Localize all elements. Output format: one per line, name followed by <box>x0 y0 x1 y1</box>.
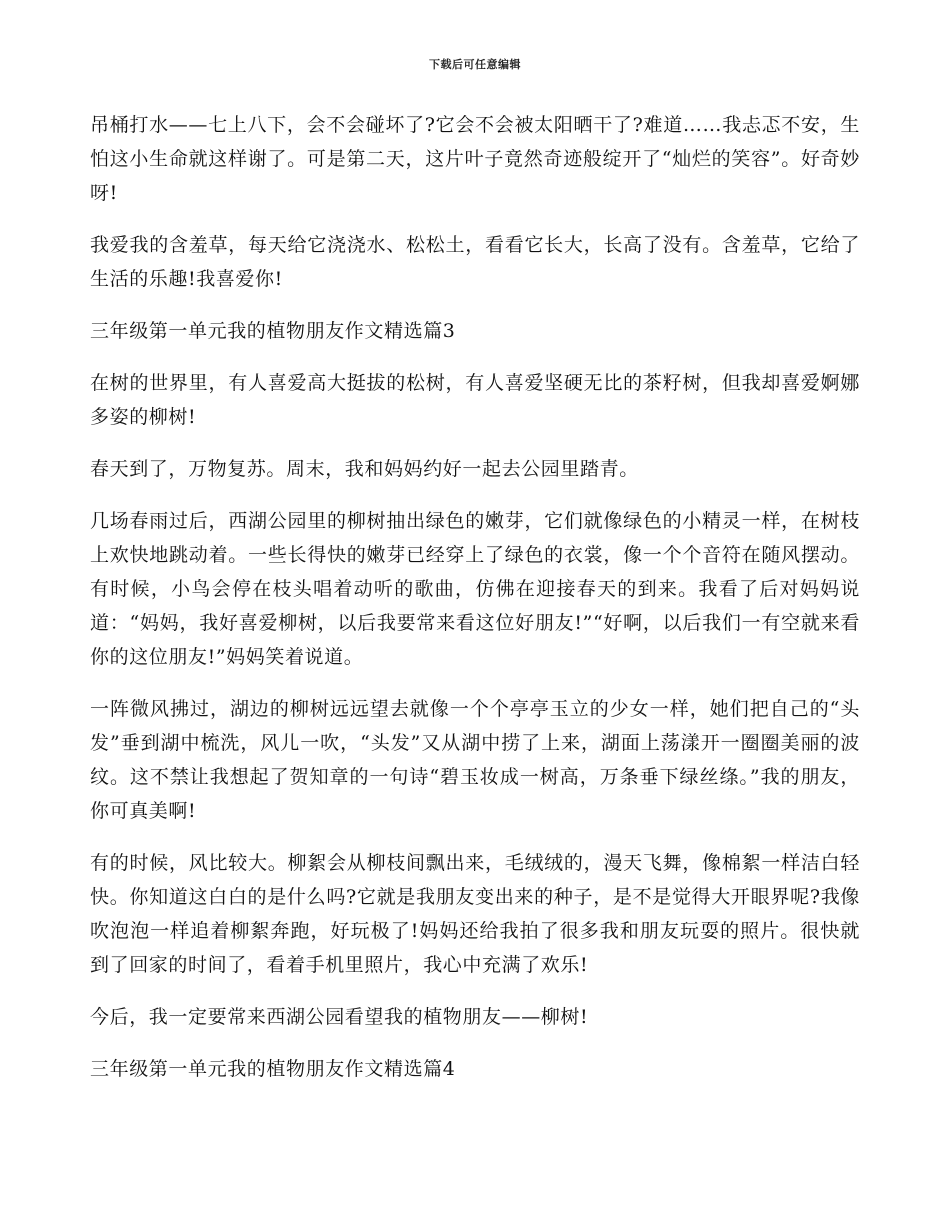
paragraph-3: 在树的世界里，有人喜爱高大挺拔的松树，有人喜爱坚硬无比的茶籽树，但我却喜爱婀娜多姿的柳树! <box>90 372 860 428</box>
paragraph-6: 一阵微风拂过，湖边的柳树远远望去就像一个个亭亭玉立的少女一样，她们把自己的“头发”垂到湖中梳洗，风儿一吹，“头发”又从湖中捞了上来，湖面上荡漾开一圈圈美丽的波纹。这不禁让我想起了贺知章的一句诗“碧玉妆成一树高，万条垂下绿丝绦。”我的朋友，你可真美啊! <box>90 698 860 822</box>
paragraph-7: 有的时候，风比较大。柳絮会从柳枝间飘出来，毛绒绒的，漫天飞舞，像棉絮一样洁白轻快。你知道这白白的是什么吗?它就是我朋友变出来的种子，是不是觉得大开眼界呢?我像吹泡泡一样追着柳絮奔跑，好玩极了!妈妈还给我拍了很多我和朋友玩耍的照片。很快就到了回家的时间了，看着手机里照片，我心中充满了欢乐! <box>90 852 860 976</box>
paragraph-8: 今后，我一定要常来西湖公园看望我的植物朋友——柳树! <box>90 1006 589 1028</box>
paragraph-5: 几场春雨过后，西湖公园里的柳树抽出绿色的嫩芽，它们就像绿色的小精灵一样，在树枝上欢快地跳动着。一些长得快的嫩芽已经穿上了绿色的衣裳，像一个个音符在随风摆动。有时候，小鸟会停在枝头唱着动听的歌曲，仿佛在迎接春天的到来。我看了后对妈妈说道：“妈妈，我好喜爱柳树，以后我要常来看这位好朋友!”“好啊，以后我们一有空就来看你的这位朋友!”妈妈笑着说道。 <box>90 510 860 668</box>
section-title-3: 三年级第一单元我的植物朋友作文精选篇3 <box>90 320 456 342</box>
paragraph-1: 吊桶打水——七上八下，会不会碰坏了?它会不会被太阳晒干了?难道……我忐忑不安，生怕这小生命就这样谢了。可是第二天，这片叶子竟然奇迹般绽开了“灿烂的笑容”。好奇妙呀! <box>90 114 860 204</box>
section-title-4: 三年级第一单元我的植物朋友作文精选篇4 <box>90 1058 456 1080</box>
page-header: 下载后可任意编辑 <box>429 58 521 71</box>
document-body <box>90 108 860 1104</box>
paragraph-4: 春天到了，万物复苏。周末，我和妈妈约好一起去公园里踏青。 <box>90 458 639 480</box>
paragraph-2: 我爱我的含羞草，每天给它浇浇水、松松土，看看它长大，长高了没有。含羞草，它给了生活的乐趣!我喜爱你! <box>90 234 860 290</box>
